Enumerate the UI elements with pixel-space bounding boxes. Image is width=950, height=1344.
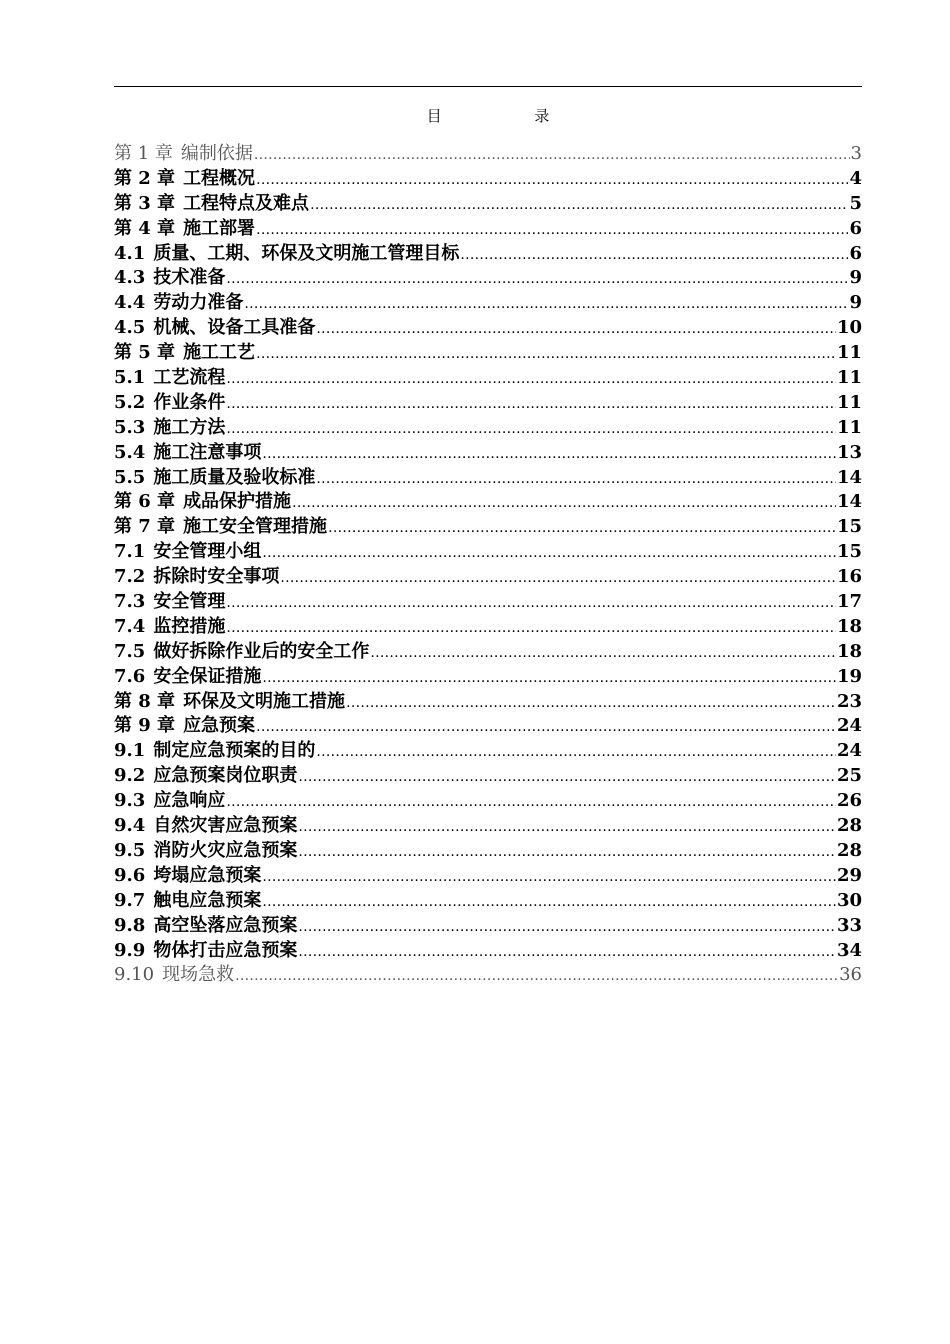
toc-entry-page-number: 4 xyxy=(849,167,862,189)
toc-entry-title: 拆除时安全事项 xyxy=(153,566,280,588)
toc-entry-title: 作业条件 xyxy=(153,391,226,413)
toc-entry-number: 5.5 xyxy=(114,466,146,488)
toc-entry-label xyxy=(114,889,261,914)
toc-entry-number: 4.4 xyxy=(114,292,146,314)
toc-entry-title: 工艺流程 xyxy=(153,367,226,389)
toc-dot-leader xyxy=(298,939,836,965)
toc-entry-page-number: 15 xyxy=(836,541,862,563)
toc-entry-label xyxy=(114,515,327,540)
toc-entry-title: 工程特点及难点 xyxy=(183,192,310,214)
toc-entry-label xyxy=(114,540,261,565)
toc-entry-title: 监控措施 xyxy=(153,615,226,637)
toc-entry-label xyxy=(114,441,261,466)
toc-dot-leader xyxy=(316,466,836,492)
toc-entry[interactable] xyxy=(114,739,862,764)
toc-entry-label xyxy=(114,416,225,441)
toc-entry[interactable] xyxy=(114,167,862,192)
toc-entry-title: 安全保证措施 xyxy=(153,665,262,687)
toc-dot-leader xyxy=(226,391,836,417)
toc-entry-label xyxy=(114,864,261,889)
toc-entry-label xyxy=(114,764,297,789)
toc-dot-leader xyxy=(310,192,848,218)
toc-entry-title: 自然灾害应急预案 xyxy=(153,815,298,837)
toc-dot-leader xyxy=(226,615,836,641)
toc-entry[interactable] xyxy=(114,192,862,217)
toc-dot-leader xyxy=(226,590,836,616)
toc-entry-label xyxy=(114,192,309,217)
toc-entry-page-number: 18 xyxy=(836,640,862,662)
toc-entry-title: 消防火灾应急预案 xyxy=(153,839,298,861)
toc-entry[interactable] xyxy=(114,341,862,366)
toc-dot-leader xyxy=(316,316,836,342)
toc-entry-title: 成品保护措施 xyxy=(183,491,292,513)
toc-entry-page-number: 34 xyxy=(836,939,862,961)
toc-dot-leader xyxy=(292,490,836,516)
toc-entry-page-number: 6 xyxy=(849,217,862,239)
toc-entry-number: 4.3 xyxy=(114,267,146,289)
toc-entry[interactable] xyxy=(114,441,862,466)
toc-entry[interactable] xyxy=(114,142,862,167)
toc-entry-page-number: 26 xyxy=(836,790,862,812)
toc-entry[interactable] xyxy=(114,416,862,441)
toc-entry-title: 环保及文明施工措施 xyxy=(183,690,346,712)
toc-entry[interactable] xyxy=(114,665,862,690)
toc-dot-leader xyxy=(244,291,848,317)
toc-entry-title: 施工注意事项 xyxy=(153,441,262,463)
toc-entry-page-number: 15 xyxy=(836,516,862,538)
toc-entry-label xyxy=(114,167,255,192)
toc-entry-title: 高空坠落应急预案 xyxy=(153,914,298,936)
toc-entry-label xyxy=(114,839,297,864)
toc-entry-title: 机械、设备工具准备 xyxy=(153,317,316,339)
toc-dot-leader xyxy=(226,789,836,815)
toc-entry-title: 施工部署 xyxy=(183,217,256,239)
toc-entry-page-number: 6 xyxy=(849,242,862,264)
toc-entry-title: 现场急救 xyxy=(162,964,235,986)
table-of-contents xyxy=(114,142,862,988)
toc-entry-number: 第 5 章 xyxy=(114,342,176,364)
toc-entry-page-number: 14 xyxy=(836,466,862,488)
toc-entry[interactable] xyxy=(114,242,862,267)
toc-entry-number: 9.6 xyxy=(114,864,146,886)
toc-entry[interactable] xyxy=(114,615,862,640)
toc-entry-number: 9.10 xyxy=(114,964,155,986)
toc-entry[interactable] xyxy=(114,540,862,565)
toc-entry[interactable] xyxy=(114,217,862,242)
toc-entry[interactable] xyxy=(114,914,862,939)
toc-entry-title: 技术准备 xyxy=(153,267,226,289)
toc-entry[interactable] xyxy=(114,565,862,590)
toc-dot-leader xyxy=(460,242,848,268)
toc-dot-leader xyxy=(226,416,836,442)
toc-entry[interactable] xyxy=(114,291,862,316)
toc-entry-number: 9.2 xyxy=(114,765,146,787)
toc-entry[interactable] xyxy=(114,963,862,988)
toc-entry-number: 9.5 xyxy=(114,839,146,861)
toc-entry-label xyxy=(114,590,225,615)
header-rule xyxy=(114,86,862,87)
toc-dot-leader xyxy=(298,764,836,790)
toc-entry-title: 质量、工期、环保及文明施工管理目标 xyxy=(153,242,460,264)
toc-entry-number: 5.2 xyxy=(114,391,146,413)
toc-entry-label xyxy=(114,914,297,939)
toc-entry[interactable] xyxy=(114,515,862,540)
toc-dot-leader xyxy=(226,366,836,392)
toc-dot-leader xyxy=(298,814,836,840)
toc-entry-label xyxy=(114,690,345,715)
toc-entry-page-number: 30 xyxy=(836,889,862,911)
toc-entry-label xyxy=(114,814,297,839)
toc-entry-number: 5.3 xyxy=(114,416,146,438)
toc-entry-page-number: 24 xyxy=(836,715,862,737)
toc-entry-page-number: 16 xyxy=(836,566,862,588)
toc-entry-label xyxy=(114,739,315,764)
toc-entry[interactable] xyxy=(114,764,862,789)
toc-entry-title: 工程概况 xyxy=(183,167,256,189)
toc-entry-number: 9.7 xyxy=(114,889,146,911)
toc-entry-title: 应急预案岗位职责 xyxy=(153,765,298,787)
toc-entry[interactable] xyxy=(114,789,862,814)
toc-entry-number: 4.5 xyxy=(114,317,146,339)
toc-entry-label xyxy=(114,266,225,291)
toc-entry-title: 应急预案 xyxy=(183,715,256,737)
toc-dot-leader xyxy=(254,142,850,168)
toc-entry-label xyxy=(114,665,261,690)
toc-entry-page-number: 3 xyxy=(850,143,862,164)
toc-entry-number: 第 1 章 xyxy=(114,143,173,164)
toc-entry-label xyxy=(114,714,255,739)
toc-entry[interactable] xyxy=(114,366,862,391)
toc-entry-title: 编制依据 xyxy=(180,143,253,164)
toc-entry-title: 安全管理 xyxy=(153,591,226,613)
toc-entry-number: 4.1 xyxy=(114,242,146,264)
toc-entry-title: 安全管理小组 xyxy=(153,541,262,563)
toc-dot-leader xyxy=(226,266,848,292)
toc-entry[interactable] xyxy=(114,490,862,515)
toc-entry-title: 触电应急预案 xyxy=(153,889,262,911)
toc-entry-label xyxy=(114,366,225,391)
toc-entry-number: 第 8 章 xyxy=(114,690,176,712)
toc-title: 目 录 xyxy=(426,107,594,125)
toc-dot-leader xyxy=(235,963,838,989)
toc-entry[interactable] xyxy=(114,640,862,665)
toc-entry-page-number: 28 xyxy=(836,815,862,837)
toc-entry[interactable] xyxy=(114,939,862,964)
toc-entry[interactable] xyxy=(114,266,862,291)
toc-entry[interactable] xyxy=(114,714,862,739)
toc-entry-label xyxy=(114,615,225,640)
toc-dot-leader xyxy=(256,714,836,740)
toc-dot-leader xyxy=(256,167,848,193)
toc-entry-number: 第 4 章 xyxy=(114,217,176,239)
toc-entry[interactable] xyxy=(114,466,862,491)
toc-entry-page-number: 9 xyxy=(849,292,862,314)
toc-entry-title: 制定应急预案的目的 xyxy=(153,740,316,762)
toc-dot-leader xyxy=(328,515,836,541)
toc-entry-label xyxy=(114,640,369,665)
toc-entry-page-number: 36 xyxy=(839,964,862,986)
toc-entry-page-number: 23 xyxy=(836,690,862,712)
toc-dot-leader xyxy=(316,739,836,765)
toc-entry-label xyxy=(114,242,459,267)
toc-entry-page-number: 9 xyxy=(849,267,862,289)
toc-entry-page-number: 5 xyxy=(849,192,862,214)
toc-entry-label xyxy=(114,391,225,416)
toc-dot-leader xyxy=(280,565,836,591)
toc-entry-number: 5.1 xyxy=(114,367,146,389)
toc-entry[interactable] xyxy=(114,690,862,715)
toc-entry-page-number: 19 xyxy=(836,665,862,687)
toc-entry-title: 应急响应 xyxy=(153,790,226,812)
toc-entry-number: 第 7 章 xyxy=(114,516,176,538)
toc-entry-label xyxy=(114,316,315,341)
toc-entry-page-number: 17 xyxy=(836,591,862,613)
toc-dot-leader xyxy=(370,640,836,666)
toc-entry-number: 9.4 xyxy=(114,815,146,837)
toc-entry-number: 5.4 xyxy=(114,441,146,463)
toc-entry-label xyxy=(114,466,315,491)
toc-entry-label xyxy=(114,963,234,988)
toc-entry-page-number: 10 xyxy=(836,317,862,339)
toc-entry-number: 7.1 xyxy=(114,541,146,563)
toc-entry[interactable] xyxy=(114,889,862,914)
toc-entry-title: 施工工艺 xyxy=(183,342,256,364)
toc-entry-number: 7.5 xyxy=(114,640,146,662)
toc-entry-page-number: 18 xyxy=(836,615,862,637)
toc-dot-leader xyxy=(262,665,836,691)
toc-entry-title: 垮塌应急预案 xyxy=(153,864,262,886)
toc-entry[interactable] xyxy=(114,590,862,615)
toc-entry-page-number: 13 xyxy=(836,441,862,463)
toc-dot-leader xyxy=(256,341,836,367)
toc-entry[interactable] xyxy=(114,839,862,864)
toc-entry-page-number: 11 xyxy=(836,416,862,438)
toc-entry[interactable] xyxy=(114,391,862,416)
toc-entry-page-number: 14 xyxy=(836,491,862,513)
toc-entry-number: 7.2 xyxy=(114,566,146,588)
toc-entry-number: 第 3 章 xyxy=(114,192,176,214)
toc-dot-leader xyxy=(262,540,836,566)
toc-dot-leader xyxy=(298,839,836,865)
toc-dot-leader xyxy=(262,441,836,467)
toc-entry-title: 施工方法 xyxy=(153,416,226,438)
toc-entry-title: 做好拆除作业后的安全工作 xyxy=(153,640,370,662)
toc-entry[interactable] xyxy=(114,864,862,889)
toc-dot-leader xyxy=(346,690,836,716)
toc-entry-label xyxy=(114,789,225,814)
toc-entry-page-number: 11 xyxy=(836,342,862,364)
toc-entry-number: 9.9 xyxy=(114,939,146,961)
toc-entry-page-number: 33 xyxy=(836,914,862,936)
toc-entry-number: 9.1 xyxy=(114,740,146,762)
toc-entry-page-number: 28 xyxy=(836,839,862,861)
toc-entry-page-number: 24 xyxy=(836,740,862,762)
toc-entry-number: 第 9 章 xyxy=(114,715,176,737)
toc-entry-title: 施工质量及验收标准 xyxy=(153,466,316,488)
toc-entry-label xyxy=(114,341,255,366)
toc-entry-page-number: 11 xyxy=(836,367,862,389)
toc-entry-number: 9.3 xyxy=(114,790,146,812)
toc-entry-title: 劳动力准备 xyxy=(153,292,244,314)
toc-entry-label xyxy=(114,291,243,316)
toc-entry-number: 7.4 xyxy=(114,615,146,637)
toc-entry-label xyxy=(114,565,279,590)
toc-entry-page-number: 11 xyxy=(836,391,862,413)
toc-entry[interactable] xyxy=(114,316,862,341)
toc-entry-page-number: 29 xyxy=(836,864,862,886)
toc-dot-leader xyxy=(298,914,836,940)
toc-entry-number: 第 6 章 xyxy=(114,491,176,513)
toc-entry-label xyxy=(114,142,253,167)
toc-entry-label xyxy=(114,217,255,242)
toc-entry-page-number: 25 xyxy=(836,765,862,787)
toc-dot-leader xyxy=(262,889,836,915)
toc-dot-leader xyxy=(262,864,836,890)
toc-entry-title: 物体打击应急预案 xyxy=(153,939,298,961)
toc-entry-title: 施工安全管理措施 xyxy=(183,516,328,538)
toc-entry-number: 7.6 xyxy=(114,665,146,687)
toc-entry-number: 9.8 xyxy=(114,914,146,936)
toc-dot-leader xyxy=(256,217,848,243)
toc-entry-label xyxy=(114,939,297,964)
toc-entry-number: 7.3 xyxy=(114,591,146,613)
toc-entry-label xyxy=(114,490,291,515)
toc-entry-number: 第 2 章 xyxy=(114,167,176,189)
toc-entry[interactable] xyxy=(114,814,862,839)
